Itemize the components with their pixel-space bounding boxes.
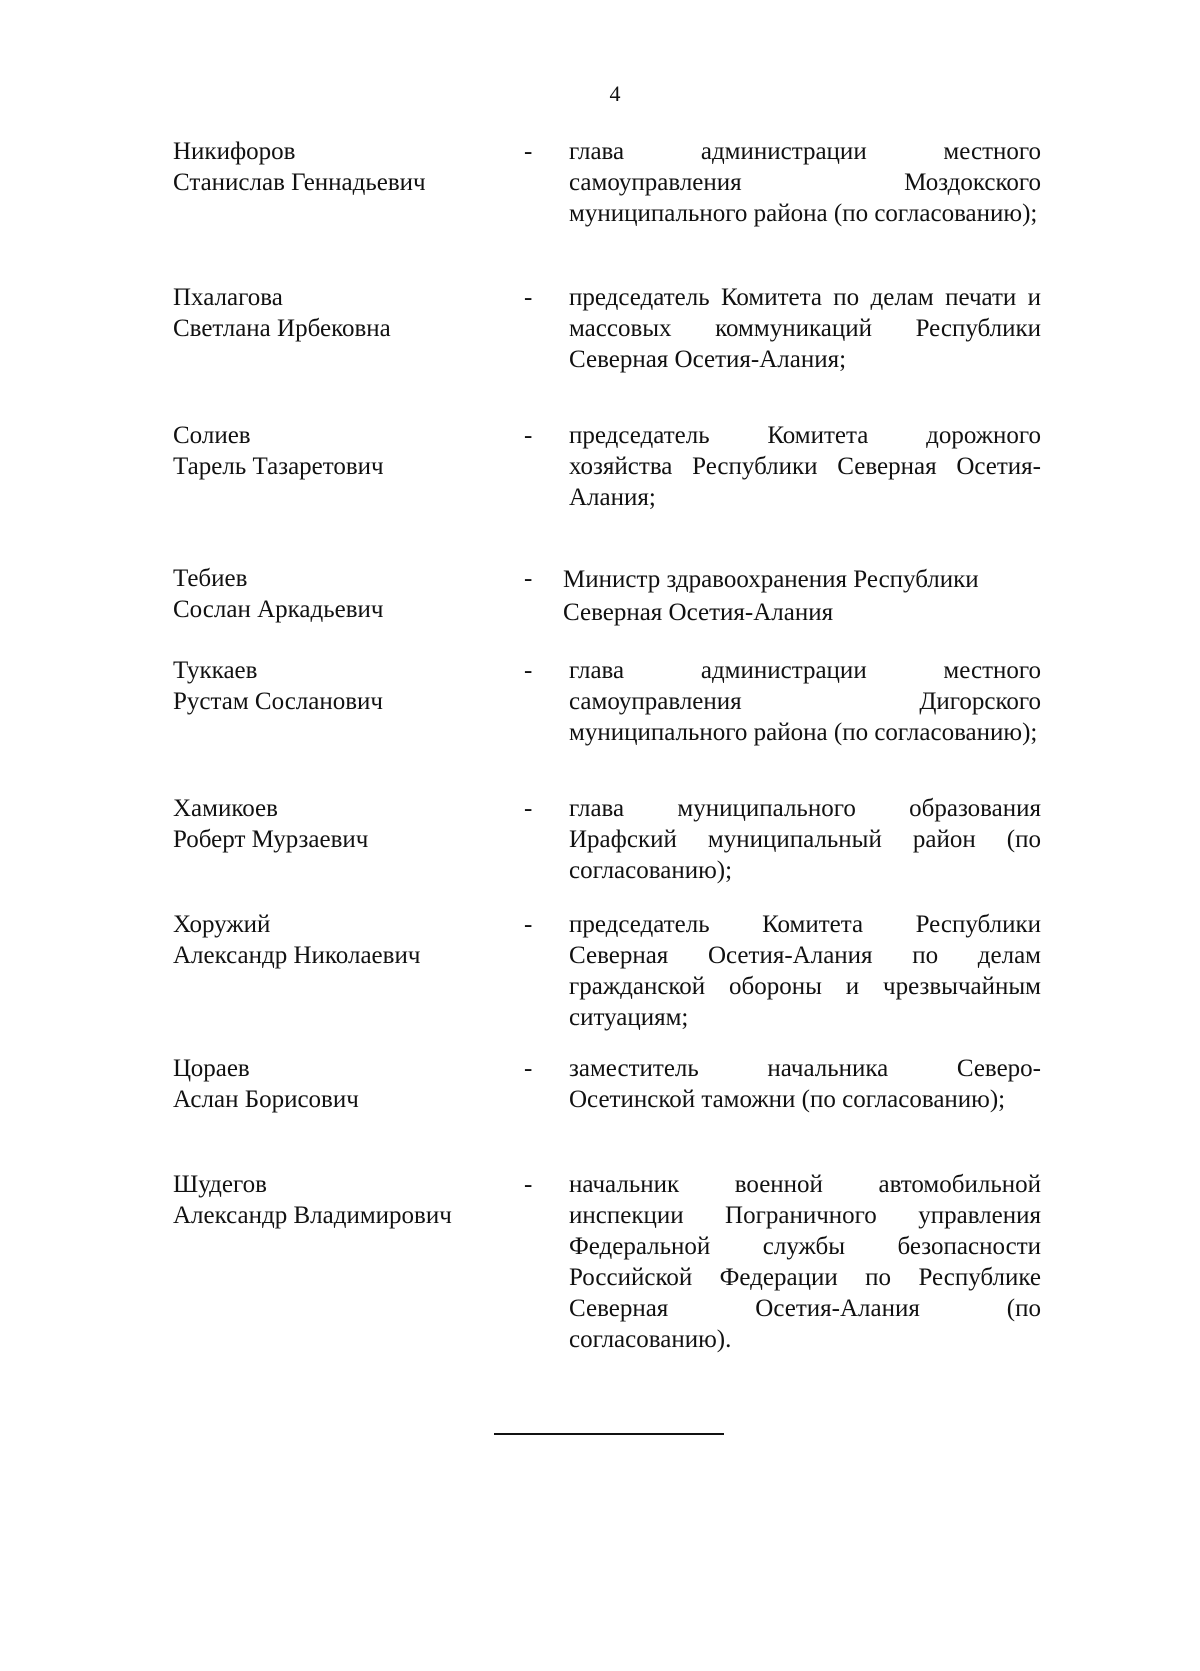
member-name: [173, 909, 503, 971]
member-given-names: Станислав Геннадьевич: [173, 169, 426, 196]
member-position: начальник военной автомобильной инспекции Пограничного управления Федеральной службы безопасности Российской Федерации по Республике Северная Осетия-Алания (по согласованию).: [569, 1171, 1041, 1353]
member-position: заместитель начальника Северо-Осетинской таможни (по согласованию);: [569, 1055, 1041, 1113]
member-surname: Хоружий: [173, 911, 271, 938]
member-name: [173, 136, 503, 198]
member-name: [173, 1053, 503, 1115]
member-position: Министр здравоохранения Республики Северная Осетия-Алания: [563, 566, 979, 626]
member-position: председатель Комитета Республики Северная Осетия-Алания по делам гражданской обороны и чрезвычайным ситуациям;: [569, 911, 1041, 1031]
separator-dash: -: [524, 1055, 533, 1082]
member-surname: Тебиев: [173, 565, 248, 592]
member-given-names: Сослан Аркадьевич: [173, 596, 384, 623]
member-position: глава администрации местного самоуправления Дигорского муниципального района (по согласованию);: [569, 657, 1041, 746]
member-given-names: Аслан Борисович: [173, 1086, 359, 1113]
separator-dash: -: [524, 422, 533, 449]
member-position: глава администрации местного самоуправления Моздокского муниципального района (по согласованию);: [569, 138, 1041, 227]
member-surname: Туккаев: [173, 657, 258, 684]
separator-dash: -: [524, 284, 533, 311]
member-surname: Цораев: [173, 1055, 250, 1082]
separator-dash: -: [524, 795, 533, 822]
member-position: председатель Комитета дорожного хозяйства Республики Северная Осетия-Алания;: [569, 422, 1041, 511]
member-name: [173, 282, 503, 344]
member-given-names: Светлана Ирбековна: [173, 315, 391, 342]
member-given-names: Александр Николаевич: [173, 942, 421, 969]
separator-dash: -: [524, 657, 533, 684]
separator-dash: -: [524, 1171, 533, 1198]
member-name: [173, 1169, 503, 1231]
member-name: [173, 793, 503, 855]
member-name: [173, 655, 503, 717]
member-given-names: Тарель Тазаретович: [173, 453, 384, 480]
member-position: глава муниципального образования Ирафский муниципальный район (по согласованию);: [569, 795, 1041, 884]
member-position: председатель Комитета по делам печати и массовых коммуникаций Республики Северная Осетия-Алания;: [569, 284, 1041, 373]
member-surname: Шудегов: [173, 1171, 267, 1198]
member-surname: Пхалагова: [173, 284, 283, 311]
separator-dash: -: [524, 138, 533, 165]
separator-dash: -: [524, 911, 533, 938]
member-given-names: Рустам Сосланович: [173, 688, 383, 715]
member-name: [173, 420, 503, 482]
end-of-list-rule: [494, 1433, 724, 1435]
page-number: 4: [609, 81, 621, 106]
member-given-names: Роберт Мурзаевич: [173, 826, 369, 853]
member-surname: Хамикоев: [173, 795, 278, 822]
member-surname: Никифоров: [173, 138, 296, 165]
member-surname: Солиев: [173, 422, 251, 449]
member-given-names: Александр Владимирович: [173, 1202, 452, 1229]
separator-dash: -: [524, 565, 533, 592]
member-name: [173, 563, 503, 625]
